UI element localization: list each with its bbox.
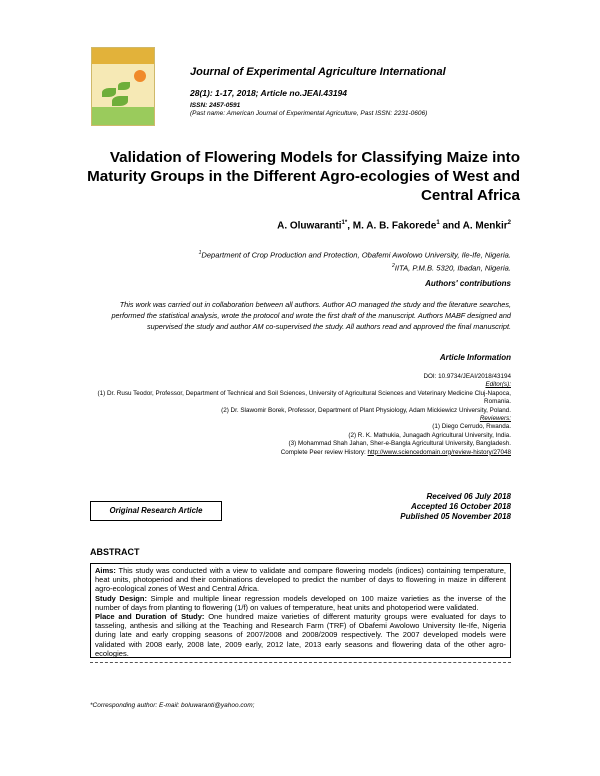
received-date: Received 06 July 2018 [426, 492, 511, 501]
editor-2: (2) Dr. Slawomir Borek, Professor, Department of Plant Physiology, Adam Mickiewicz University, Poland. [221, 406, 511, 414]
published-date: Published 05 November 2018 [400, 512, 511, 521]
corresponding-author-footnote: *Corresponding author: E-mail: boluwaranti@yahoo.com; [90, 702, 255, 709]
author-3-sup: 2 [507, 220, 511, 226]
article-type-badge: Original Research Article [90, 501, 222, 521]
author-1: A. Oluwaranti [277, 220, 342, 232]
review-history-link[interactable]: http://www.sciencedomain.org/review-history/27048 [367, 448, 511, 456]
doi: DOI: 10.9734/JEAI/2018/43194 [423, 373, 511, 380]
abstract-aims: Aims: This study was conducted with a view to validate and compare flowering models (indices) containing temperature, heat units, photoperiod and their combinations developed to predict the number of days to flowering in maize in different agro-ecological zones of West and Central Africa. [95, 566, 506, 594]
authors-line: A. Oluwaranti$^{1*}$, M. A. B. Fakorede$^1$ and A. Menkir$^2$ [277, 220, 511, 232]
author-2: M. A. B. Fakorede [352, 220, 437, 232]
review-history: Complete Peer review History: http://www.sciencedomain.org/review-history/27048 [280, 448, 511, 456]
volume-info: 28(1): 1-17, 2018; Article no.JEAI.43194 [190, 88, 348, 98]
author-1-sup: 1* [341, 220, 348, 226]
author-2-sup: 1 [436, 220, 440, 226]
editor-1: (1) Dr. Rusu Teodor, Professor, Department of Technical and Soil Sciences, University of Agricultural Sciences and Veterinary Medicine Cluj-Napoca, Romania. [97, 389, 511, 406]
contributions-text: This work was carried out in collaboration between all authors. Author AO managed the study and the literature searches, performed the statistical analysis, wrote the protocol and wrote the first draft of the manuscript. Authors MABF designed and supervised the study and author AM co-supervised the study. All authors read and approved the final manuscript. [111, 300, 511, 331]
abstract-box [90, 563, 511, 658]
article-info-heading: Article Information [439, 353, 511, 362]
issn: ISSN: 2457-0591 [190, 102, 241, 109]
editors-label: Editor(s): [485, 381, 511, 389]
divider [90, 662, 511, 663]
contributions-heading: Authors' contributions [425, 279, 511, 288]
abstract-heading: ABSTRACT [90, 547, 140, 557]
reviewers-label: Reviewers: [479, 415, 511, 423]
affiliation-1: $^1$Department of Crop Production and Protection, Obafemi Awolowo University, Ile-Ife, Nigeria. [198, 250, 511, 260]
journal-name: Journal of Experimental Agriculture International [190, 66, 446, 78]
abstract-design: Study Design: Simple and multiple linear regression models developed on 100 maize varieties as the inverse of the number of days from planting to flowering (1/f) on values of temperature, heat units and photoperiod were validated. [95, 593, 506, 612]
accepted-date: Accepted 16 October 2018 [410, 502, 511, 511]
paper-title: Validation of Flowering Models for Classifying Maize into Maturity Groups in the Different Agro-ecologies of West and Central Africa [87, 149, 520, 204]
affiliation-2: $^2$IITA, P.M.B. 5320, Ibadan, Nigeria. [392, 262, 511, 273]
reviewer-3: (3) Mohammad Shah Jahan, Sher-e-Bangla Agricultural University, Bangladesh. [288, 440, 511, 448]
publication-dates [300, 492, 511, 522]
article-info [88, 373, 511, 457]
journal-cover-thumbnail [91, 47, 155, 126]
author-3: A. Menkir [462, 220, 508, 232]
reviewer-2: (2) R. K. Mathukia, Junagadh Agricultural University, India. [348, 431, 511, 439]
past-name: (Past name: American Journal of Experimental Agriculture, Past ISSN: 2231-0606) [190, 110, 428, 117]
reviewer-1: (1) Diego Cerrudo, Rwanda. [432, 423, 511, 431]
affiliations [90, 248, 511, 273]
abstract-place: Place and Duration of Study: One hundred maize varieties of different maturity groups were evaluated for days to tasseling, anthesis and silking at the Teaching and Research Farm (TRF) of Obafemi Awolowo University Ile-Ife, Nigeria during late and early cropping seasons of 2007/2008 and 2008/2009 respectively. The 2007 developed models were validated with 2008 early, 2008 late, 2009 early, 2012 late, 2013 early seasons and flowering data of the other agro-ecologies. [95, 612, 506, 658]
